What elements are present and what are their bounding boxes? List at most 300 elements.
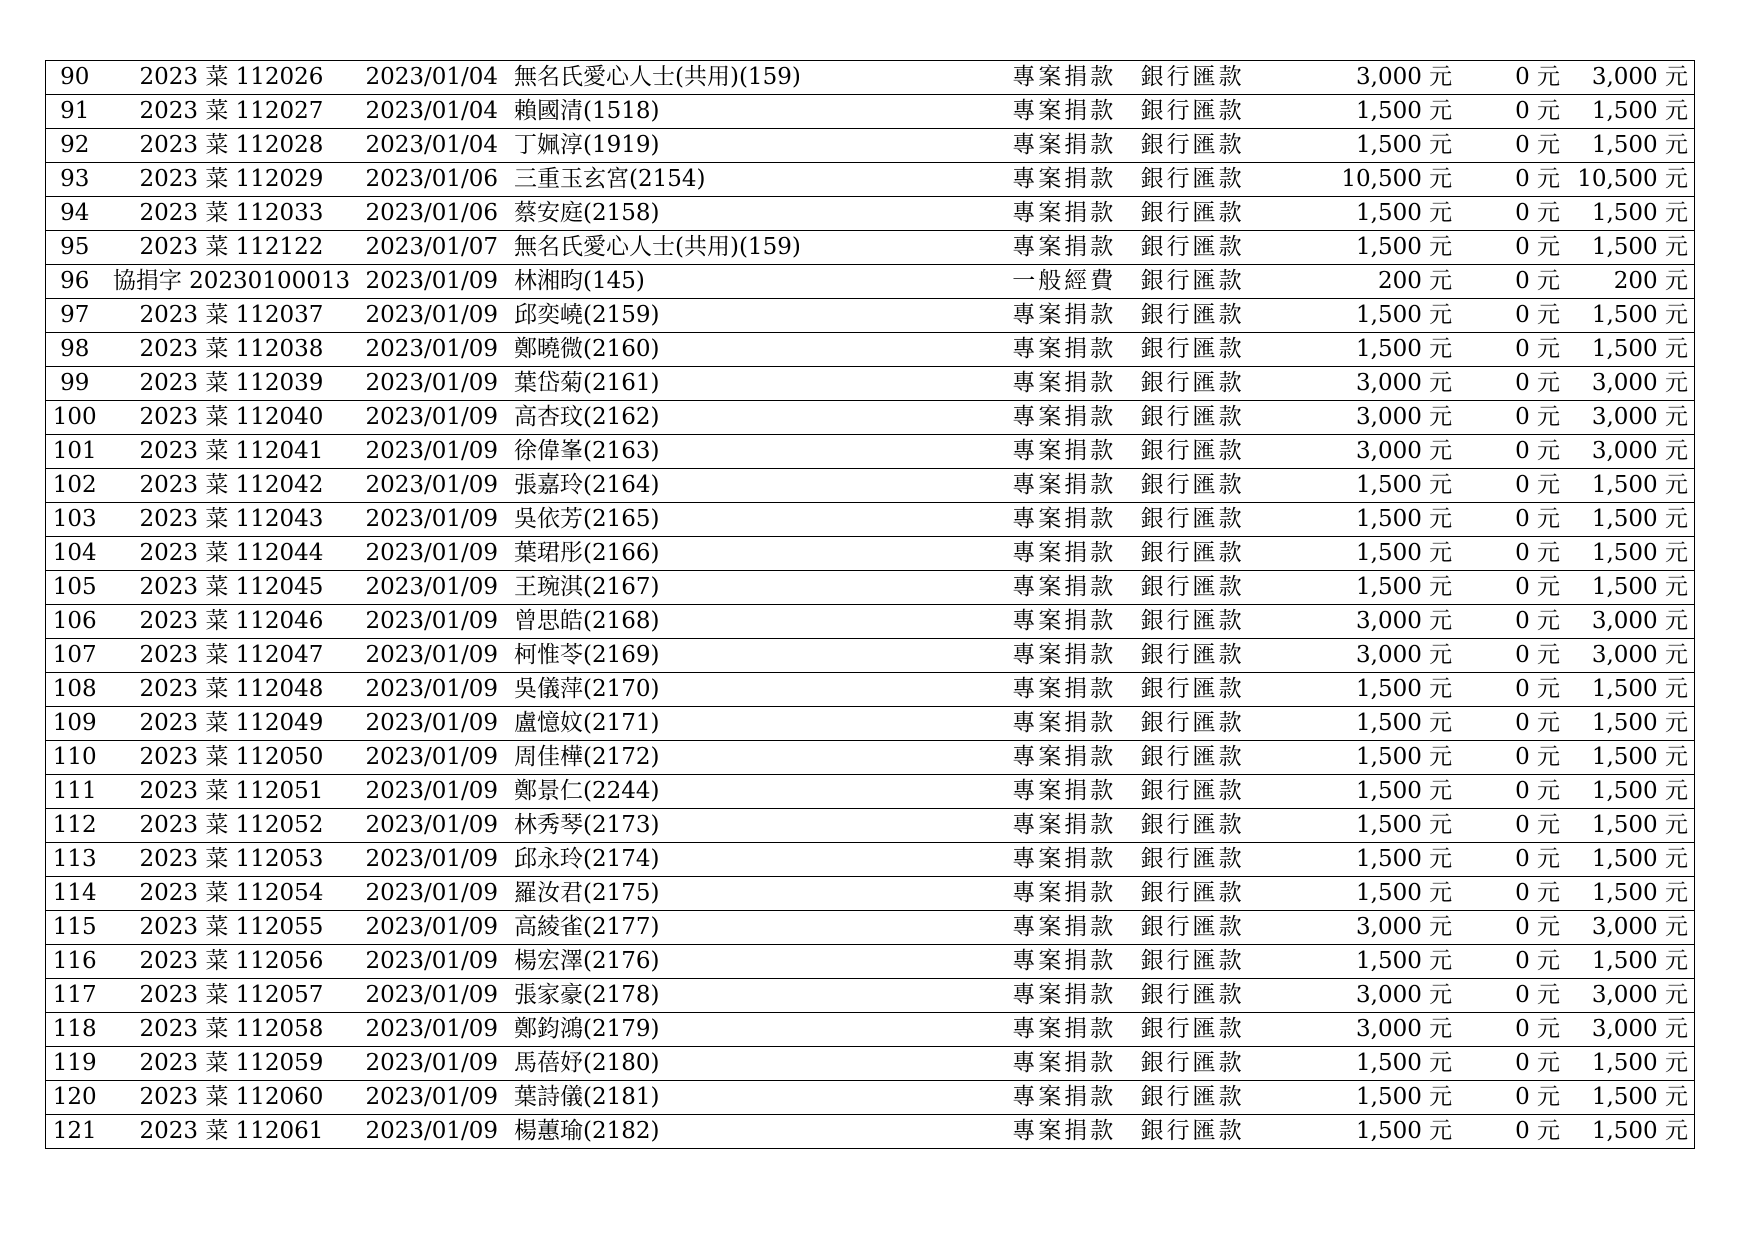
row-number: 113 — [46, 843, 104, 877]
payment-method: 銀行匯款 — [1135, 911, 1304, 945]
table-row — [46, 1081, 1695, 1115]
donation-date: 2023/01/09 — [360, 265, 509, 299]
donor-name: 徐偉峯(2163) — [508, 435, 1006, 469]
net-amount: 1,500 元 — [1566, 197, 1694, 231]
row-number: 95 — [46, 231, 104, 265]
fee-amount: 0 元 — [1458, 571, 1566, 605]
net-amount: 3,000 元 — [1566, 367, 1694, 401]
net-amount: 10,500 元 — [1566, 163, 1694, 197]
receipt-number: 2023 菜 112033 — [103, 197, 359, 231]
donor-name: 三重玉玄宮(2154) — [508, 163, 1006, 197]
receipt-number: 2023 菜 112049 — [103, 707, 359, 741]
donation-type: 專案捐款 — [1006, 299, 1134, 333]
donation-amount: 1,500 元 — [1304, 1115, 1458, 1149]
donation-date: 2023/01/09 — [360, 843, 509, 877]
donor-name: 周佳樺(2172) — [508, 741, 1006, 775]
donation-date: 2023/01/09 — [360, 503, 509, 537]
receipt-number: 2023 菜 112045 — [103, 571, 359, 605]
payment-method: 銀行匯款 — [1135, 877, 1304, 911]
payment-method: 銀行匯款 — [1135, 979, 1304, 1013]
donation-date: 2023/01/06 — [360, 197, 509, 231]
donation-date: 2023/01/04 — [360, 95, 509, 129]
donor-name: 柯惟苓(2169) — [508, 639, 1006, 673]
net-amount: 1,500 元 — [1566, 231, 1694, 265]
fee-amount: 0 元 — [1458, 1081, 1566, 1115]
table-row — [46, 843, 1695, 877]
receipt-number: 2023 菜 112037 — [103, 299, 359, 333]
payment-method: 銀行匯款 — [1135, 775, 1304, 809]
fee-amount: 0 元 — [1458, 1115, 1566, 1149]
table-row — [46, 877, 1695, 911]
payment-method: 銀行匯款 — [1135, 95, 1304, 129]
net-amount: 1,500 元 — [1566, 809, 1694, 843]
payment-method: 銀行匯款 — [1135, 707, 1304, 741]
donation-date: 2023/01/09 — [360, 367, 509, 401]
donation-type: 專案捐款 — [1006, 401, 1134, 435]
table-row — [46, 537, 1695, 571]
donation-type: 一般經費 — [1006, 265, 1134, 299]
donation-date: 2023/01/09 — [360, 333, 509, 367]
net-amount: 3,000 元 — [1566, 639, 1694, 673]
table-row — [46, 775, 1695, 809]
fee-amount: 0 元 — [1458, 843, 1566, 877]
donation-type: 專案捐款 — [1006, 163, 1134, 197]
receipt-number: 2023 菜 112026 — [103, 61, 359, 95]
net-amount: 1,500 元 — [1566, 503, 1694, 537]
net-amount: 1,500 元 — [1566, 1081, 1694, 1115]
net-amount: 1,500 元 — [1566, 1047, 1694, 1081]
donor-name: 張家豪(2178) — [508, 979, 1006, 1013]
table-row — [46, 61, 1695, 95]
payment-method: 銀行匯款 — [1135, 469, 1304, 503]
fee-amount: 0 元 — [1458, 197, 1566, 231]
net-amount: 1,500 元 — [1566, 775, 1694, 809]
payment-method: 銀行匯款 — [1135, 809, 1304, 843]
donation-amount: 3,000 元 — [1304, 605, 1458, 639]
row-number: 117 — [46, 979, 104, 1013]
donation-amount: 1,500 元 — [1304, 1081, 1458, 1115]
row-number: 105 — [46, 571, 104, 605]
donation-date: 2023/01/09 — [360, 1013, 509, 1047]
donation-date: 2023/01/04 — [360, 61, 509, 95]
fee-amount: 0 元 — [1458, 163, 1566, 197]
payment-method: 銀行匯款 — [1135, 571, 1304, 605]
net-amount: 1,500 元 — [1566, 537, 1694, 571]
donor-name: 王琬淇(2167) — [508, 571, 1006, 605]
donation-type: 專案捐款 — [1006, 673, 1134, 707]
table-row — [46, 163, 1695, 197]
donation-amount: 1,500 元 — [1304, 809, 1458, 843]
row-number: 115 — [46, 911, 104, 945]
table-row — [46, 673, 1695, 707]
row-number: 118 — [46, 1013, 104, 1047]
payment-method: 銀行匯款 — [1135, 61, 1304, 95]
net-amount: 3,000 元 — [1566, 401, 1694, 435]
fee-amount: 0 元 — [1458, 367, 1566, 401]
donation-date: 2023/01/09 — [360, 945, 509, 979]
donation-amount: 1,500 元 — [1304, 537, 1458, 571]
donation-amount: 3,000 元 — [1304, 435, 1458, 469]
table-row — [46, 945, 1695, 979]
donation-type: 專案捐款 — [1006, 571, 1134, 605]
payment-method: 銀行匯款 — [1135, 503, 1304, 537]
receipt-number: 2023 菜 112039 — [103, 367, 359, 401]
row-number: 121 — [46, 1115, 104, 1149]
net-amount: 3,000 元 — [1566, 605, 1694, 639]
payment-method: 銀行匯款 — [1135, 299, 1304, 333]
donor-name: 鄭鈞鴻(2179) — [508, 1013, 1006, 1047]
donation-date: 2023/01/09 — [360, 469, 509, 503]
donation-table — [45, 60, 1695, 1149]
fee-amount: 0 元 — [1458, 979, 1566, 1013]
payment-method: 銀行匯款 — [1135, 333, 1304, 367]
donation-type: 專案捐款 — [1006, 197, 1134, 231]
donation-amount: 1,500 元 — [1304, 503, 1458, 537]
payment-method: 銀行匯款 — [1135, 1115, 1304, 1149]
net-amount: 1,500 元 — [1566, 95, 1694, 129]
receipt-number: 2023 菜 112040 — [103, 401, 359, 435]
donation-date: 2023/01/09 — [360, 571, 509, 605]
net-amount: 3,000 元 — [1566, 61, 1694, 95]
row-number: 110 — [46, 741, 104, 775]
row-number: 119 — [46, 1047, 104, 1081]
table-row — [46, 401, 1695, 435]
donation-amount: 1,500 元 — [1304, 945, 1458, 979]
net-amount: 1,500 元 — [1566, 707, 1694, 741]
donation-type: 專案捐款 — [1006, 741, 1134, 775]
donation-amount: 3,000 元 — [1304, 1013, 1458, 1047]
donation-amount: 1,500 元 — [1304, 95, 1458, 129]
donor-name: 羅汝君(2175) — [508, 877, 1006, 911]
table-row — [46, 571, 1695, 605]
row-number: 114 — [46, 877, 104, 911]
donation-amount: 1,500 元 — [1304, 469, 1458, 503]
donor-name: 無名氏愛心人士(共用)(159) — [508, 231, 1006, 265]
donation-table-body — [46, 61, 1695, 1149]
row-number: 92 — [46, 129, 104, 163]
receipt-number: 2023 菜 112047 — [103, 639, 359, 673]
payment-method: 銀行匯款 — [1135, 435, 1304, 469]
donation-type: 專案捐款 — [1006, 809, 1134, 843]
donation-amount: 1,500 元 — [1304, 231, 1458, 265]
row-number: 93 — [46, 163, 104, 197]
donor-name: 無名氏愛心人士(共用)(159) — [508, 61, 1006, 95]
donation-amount: 3,000 元 — [1304, 367, 1458, 401]
fee-amount: 0 元 — [1458, 95, 1566, 129]
table-row — [46, 1115, 1695, 1149]
payment-method: 銀行匯款 — [1135, 367, 1304, 401]
receipt-number: 2023 菜 112053 — [103, 843, 359, 877]
table-row — [46, 1013, 1695, 1047]
fee-amount: 0 元 — [1458, 707, 1566, 741]
payment-method: 銀行匯款 — [1135, 741, 1304, 775]
donor-name: 葉岱菊(2161) — [508, 367, 1006, 401]
table-row — [46, 809, 1695, 843]
donation-date: 2023/01/09 — [360, 911, 509, 945]
payment-method: 銀行匯款 — [1135, 1047, 1304, 1081]
table-row — [46, 707, 1695, 741]
donor-name: 楊宏澤(2176) — [508, 945, 1006, 979]
donation-type: 專案捐款 — [1006, 95, 1134, 129]
donation-type: 專案捐款 — [1006, 605, 1134, 639]
table-row — [46, 367, 1695, 401]
table-row — [46, 911, 1695, 945]
fee-amount: 0 元 — [1458, 469, 1566, 503]
receipt-number: 2023 菜 112122 — [103, 231, 359, 265]
receipt-number: 協捐字 20230100013 — [103, 265, 359, 299]
donor-name: 邱永玲(2174) — [508, 843, 1006, 877]
receipt-number: 2023 菜 112042 — [103, 469, 359, 503]
payment-method: 銀行匯款 — [1135, 639, 1304, 673]
donor-name: 賴國清(1518) — [508, 95, 1006, 129]
payment-method: 銀行匯款 — [1135, 265, 1304, 299]
net-amount: 3,000 元 — [1566, 1013, 1694, 1047]
row-number: 90 — [46, 61, 104, 95]
donation-type: 專案捐款 — [1006, 129, 1134, 163]
donor-name: 吳儀萍(2170) — [508, 673, 1006, 707]
receipt-number: 2023 菜 112027 — [103, 95, 359, 129]
fee-amount: 0 元 — [1458, 945, 1566, 979]
net-amount: 1,500 元 — [1566, 741, 1694, 775]
fee-amount: 0 元 — [1458, 673, 1566, 707]
fee-amount: 0 元 — [1458, 537, 1566, 571]
row-number: 98 — [46, 333, 104, 367]
table-row — [46, 435, 1695, 469]
row-number: 107 — [46, 639, 104, 673]
donor-name: 吳依芳(2165) — [508, 503, 1006, 537]
row-number: 102 — [46, 469, 104, 503]
net-amount: 1,500 元 — [1566, 469, 1694, 503]
table-row — [46, 333, 1695, 367]
donor-name: 鄭景仁(2244) — [508, 775, 1006, 809]
net-amount: 1,500 元 — [1566, 129, 1694, 163]
fee-amount: 0 元 — [1458, 1047, 1566, 1081]
payment-method: 銀行匯款 — [1135, 673, 1304, 707]
fee-amount: 0 元 — [1458, 503, 1566, 537]
payment-method: 銀行匯款 — [1135, 1013, 1304, 1047]
donation-type: 專案捐款 — [1006, 61, 1134, 95]
net-amount: 200 元 — [1566, 265, 1694, 299]
donation-type: 專案捐款 — [1006, 503, 1134, 537]
donation-type: 專案捐款 — [1006, 231, 1134, 265]
donor-name: 高杏玟(2162) — [508, 401, 1006, 435]
table-row — [46, 503, 1695, 537]
donation-type: 專案捐款 — [1006, 469, 1134, 503]
donation-amount: 1,500 元 — [1304, 741, 1458, 775]
donation-date: 2023/01/09 — [360, 979, 509, 1013]
fee-amount: 0 元 — [1458, 911, 1566, 945]
donor-name: 高綾雀(2177) — [508, 911, 1006, 945]
donation-date: 2023/01/09 — [360, 1081, 509, 1115]
row-number: 112 — [46, 809, 104, 843]
donation-type: 專案捐款 — [1006, 333, 1134, 367]
receipt-number: 2023 菜 112055 — [103, 911, 359, 945]
row-number: 100 — [46, 401, 104, 435]
fee-amount: 0 元 — [1458, 129, 1566, 163]
receipt-number: 2023 菜 112061 — [103, 1115, 359, 1149]
net-amount: 3,000 元 — [1566, 911, 1694, 945]
table-row — [46, 265, 1695, 299]
donor-name: 張嘉玲(2164) — [508, 469, 1006, 503]
donation-type: 專案捐款 — [1006, 1081, 1134, 1115]
row-number: 101 — [46, 435, 104, 469]
receipt-number: 2023 菜 112050 — [103, 741, 359, 775]
row-number: 108 — [46, 673, 104, 707]
payment-method: 銀行匯款 — [1135, 605, 1304, 639]
donation-type: 專案捐款 — [1006, 843, 1134, 877]
donation-amount: 1,500 元 — [1304, 129, 1458, 163]
row-number: 116 — [46, 945, 104, 979]
net-amount: 3,000 元 — [1566, 435, 1694, 469]
fee-amount: 0 元 — [1458, 61, 1566, 95]
donation-type: 專案捐款 — [1006, 1115, 1134, 1149]
row-number: 120 — [46, 1081, 104, 1115]
fee-amount: 0 元 — [1458, 1013, 1566, 1047]
donation-type: 專案捐款 — [1006, 1047, 1134, 1081]
table-row — [46, 741, 1695, 775]
donation-date: 2023/01/09 — [360, 877, 509, 911]
receipt-number: 2023 菜 112048 — [103, 673, 359, 707]
donation-type: 專案捐款 — [1006, 707, 1134, 741]
donation-type: 專案捐款 — [1006, 877, 1134, 911]
donation-date: 2023/01/06 — [360, 163, 509, 197]
donation-date: 2023/01/09 — [360, 673, 509, 707]
table-row — [46, 639, 1695, 673]
row-number: 97 — [46, 299, 104, 333]
donation-date: 2023/01/09 — [360, 639, 509, 673]
donation-date: 2023/01/09 — [360, 401, 509, 435]
payment-method: 銀行匯款 — [1135, 843, 1304, 877]
row-number: 91 — [46, 95, 104, 129]
donor-name: 葉詩儀(2181) — [508, 1081, 1006, 1115]
donor-name: 丁姵淳(1919) — [508, 129, 1006, 163]
donor-name: 楊蕙瑜(2182) — [508, 1115, 1006, 1149]
donor-name: 鄭曉微(2160) — [508, 333, 1006, 367]
payment-method: 銀行匯款 — [1135, 401, 1304, 435]
fee-amount: 0 元 — [1458, 741, 1566, 775]
donation-date: 2023/01/09 — [360, 741, 509, 775]
donation-amount: 1,500 元 — [1304, 775, 1458, 809]
fee-amount: 0 元 — [1458, 265, 1566, 299]
donation-amount: 3,000 元 — [1304, 61, 1458, 95]
fee-amount: 0 元 — [1458, 435, 1566, 469]
donor-name: 盧憶妏(2171) — [508, 707, 1006, 741]
net-amount: 1,500 元 — [1566, 945, 1694, 979]
net-amount: 1,500 元 — [1566, 333, 1694, 367]
receipt-number: 2023 菜 112051 — [103, 775, 359, 809]
donation-amount: 200 元 — [1304, 265, 1458, 299]
donation-date: 2023/01/09 — [360, 537, 509, 571]
donation-amount: 1,500 元 — [1304, 299, 1458, 333]
donation-amount: 10,500 元 — [1304, 163, 1458, 197]
row-number: 94 — [46, 197, 104, 231]
fee-amount: 0 元 — [1458, 231, 1566, 265]
payment-method: 銀行匯款 — [1135, 231, 1304, 265]
row-number: 99 — [46, 367, 104, 401]
payment-method: 銀行匯款 — [1135, 197, 1304, 231]
payment-method: 銀行匯款 — [1135, 129, 1304, 163]
donor-name: 馬蓓妤(2180) — [508, 1047, 1006, 1081]
table-row — [46, 95, 1695, 129]
receipt-number: 2023 菜 112056 — [103, 945, 359, 979]
net-amount: 1,500 元 — [1566, 877, 1694, 911]
table-row — [46, 1047, 1695, 1081]
donation-date: 2023/01/09 — [360, 707, 509, 741]
receipt-number: 2023 菜 112057 — [103, 979, 359, 1013]
net-amount: 3,000 元 — [1566, 979, 1694, 1013]
receipt-number: 2023 菜 112054 — [103, 877, 359, 911]
donation-type: 專案捐款 — [1006, 775, 1134, 809]
donor-name: 邱奕嶢(2159) — [508, 299, 1006, 333]
payment-method: 銀行匯款 — [1135, 163, 1304, 197]
table-row — [46, 469, 1695, 503]
receipt-number: 2023 菜 112059 — [103, 1047, 359, 1081]
donation-type: 專案捐款 — [1006, 945, 1134, 979]
fee-amount: 0 元 — [1458, 299, 1566, 333]
donation-type: 專案捐款 — [1006, 537, 1134, 571]
receipt-number: 2023 菜 112028 — [103, 129, 359, 163]
receipt-number: 2023 菜 112041 — [103, 435, 359, 469]
fee-amount: 0 元 — [1458, 639, 1566, 673]
donation-type: 專案捐款 — [1006, 911, 1134, 945]
donor-name: 林湘昀(145) — [508, 265, 1006, 299]
table-row — [46, 129, 1695, 163]
donor-name: 葉珺彤(2166) — [508, 537, 1006, 571]
receipt-number: 2023 菜 112052 — [103, 809, 359, 843]
donation-date: 2023/01/09 — [360, 1115, 509, 1149]
fee-amount: 0 元 — [1458, 401, 1566, 435]
receipt-number: 2023 菜 112058 — [103, 1013, 359, 1047]
donation-date: 2023/01/04 — [360, 129, 509, 163]
row-number: 103 — [46, 503, 104, 537]
net-amount: 1,500 元 — [1566, 673, 1694, 707]
row-number: 104 — [46, 537, 104, 571]
row-number: 109 — [46, 707, 104, 741]
donation-type: 專案捐款 — [1006, 367, 1134, 401]
payment-method: 銀行匯款 — [1135, 945, 1304, 979]
donation-date: 2023/01/09 — [360, 809, 509, 843]
donation-amount: 1,500 元 — [1304, 197, 1458, 231]
donation-amount: 3,000 元 — [1304, 911, 1458, 945]
row-number: 111 — [46, 775, 104, 809]
net-amount: 1,500 元 — [1566, 1115, 1694, 1149]
receipt-number: 2023 菜 112038 — [103, 333, 359, 367]
donation-amount: 3,000 元 — [1304, 979, 1458, 1013]
donor-name: 曾思皓(2168) — [508, 605, 1006, 639]
table-row — [46, 197, 1695, 231]
payment-method: 銀行匯款 — [1135, 537, 1304, 571]
receipt-number: 2023 菜 112044 — [103, 537, 359, 571]
donation-type: 專案捐款 — [1006, 979, 1134, 1013]
donation-amount: 1,500 元 — [1304, 1047, 1458, 1081]
donation-amount: 1,500 元 — [1304, 877, 1458, 911]
fee-amount: 0 元 — [1458, 775, 1566, 809]
donor-name: 林秀琴(2173) — [508, 809, 1006, 843]
table-row — [46, 299, 1695, 333]
donation-type: 專案捐款 — [1006, 639, 1134, 673]
net-amount: 1,500 元 — [1566, 843, 1694, 877]
donor-name: 蔡安庭(2158) — [508, 197, 1006, 231]
donation-date: 2023/01/09 — [360, 605, 509, 639]
net-amount: 1,500 元 — [1566, 571, 1694, 605]
row-number: 96 — [46, 265, 104, 299]
donation-amount: 3,000 元 — [1304, 639, 1458, 673]
donation-amount: 1,500 元 — [1304, 333, 1458, 367]
donation-amount: 1,500 元 — [1304, 571, 1458, 605]
fee-amount: 0 元 — [1458, 809, 1566, 843]
receipt-number: 2023 菜 112043 — [103, 503, 359, 537]
payment-method: 銀行匯款 — [1135, 1081, 1304, 1115]
